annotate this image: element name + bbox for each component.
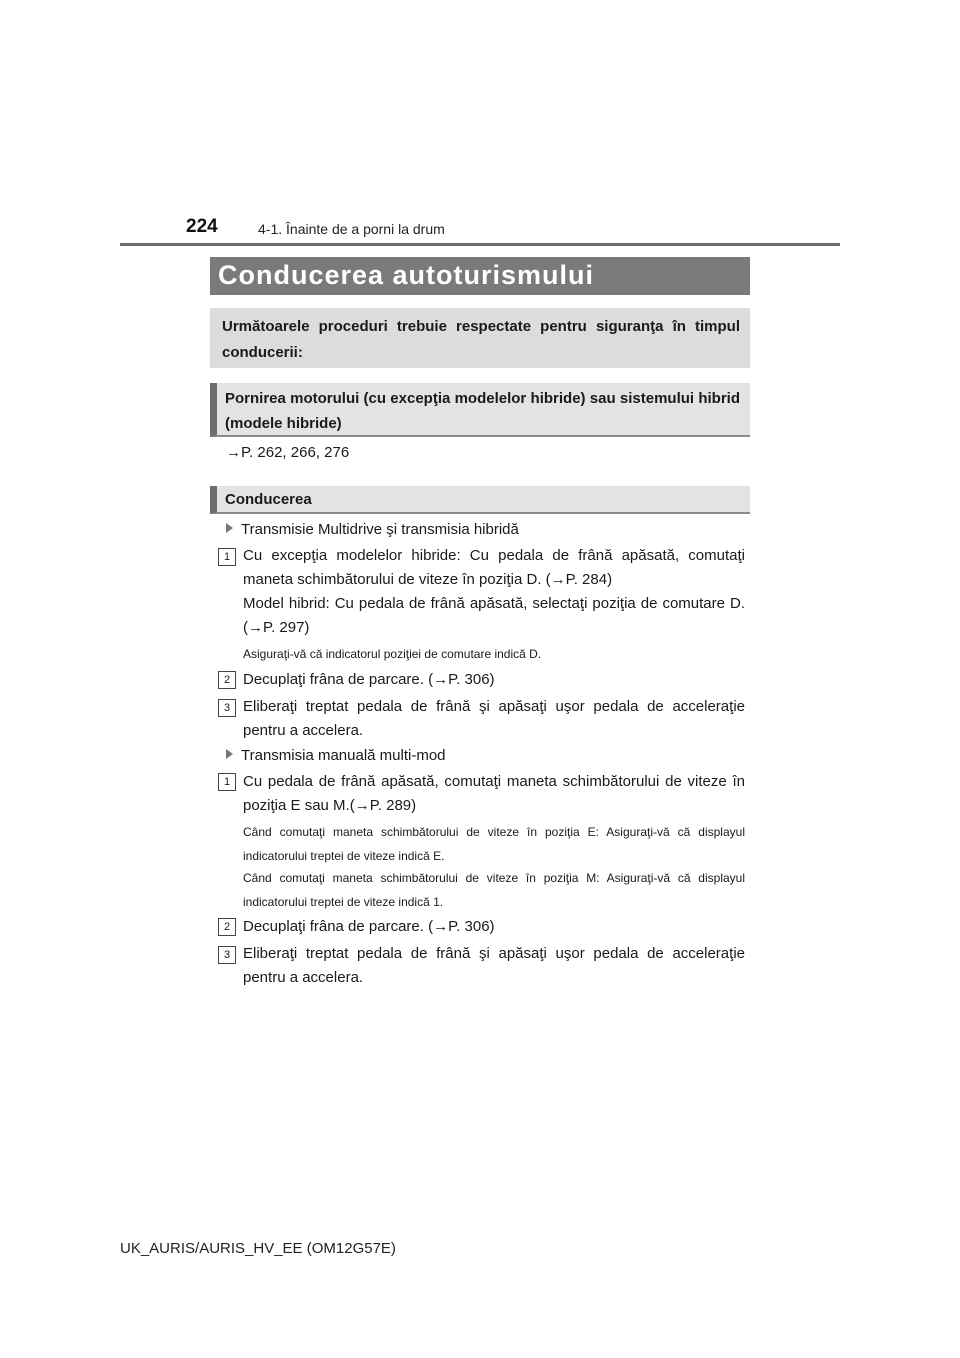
step-number: 2 xyxy=(218,671,236,689)
footer-doc-code: UK_AURIS/AURIS_HV_EE (OM12G57E) xyxy=(120,1240,396,1257)
step-number: 3 xyxy=(218,946,236,964)
step-note: Asiguraţi-vă că indicatorul poziţiei de comutare indică D. xyxy=(243,647,542,661)
intro-box: Următoarele proceduri trebuie respectate pentru siguranţa în timpul conducerii: xyxy=(210,308,750,368)
startup-page-reference: →P. 262, 266, 276 xyxy=(226,444,350,461)
section-reference: 4-1. Înainte de a porni la drum xyxy=(258,221,445,237)
step-note: Când comutaţi maneta schimbătorului de viteze în poziţia M: Asiguraţi-vă că displayul indicatorului treptei de viteze indică 1. xyxy=(243,871,745,909)
step-text: Model hibrid: Cu pedala de frână apăsată, selectaţi poziţia de comutare D. (→P. 297) xyxy=(243,595,745,636)
step-text: Decuplaţi frâna de parcare. (→P. 306) xyxy=(243,918,495,935)
bullet-arrow-icon xyxy=(226,749,233,759)
driving-heading: Conducerea xyxy=(210,486,750,514)
step-text: Cu excepţia modelelor hibride: Cu pedala de frână apăsată, comutaţi maneta schimbătorului de viteze în poziţia D. (→P. 284) xyxy=(243,547,745,588)
step-text: Decuplaţi frâna de parcare. (→P. 306) xyxy=(243,671,495,688)
step-text: Eliberaţi treptat pedala de frână şi apăsaţi uşor pedala de acceleraţie pentru a accelera. xyxy=(243,945,745,986)
step-number: 1 xyxy=(218,773,236,791)
page-number: 224 xyxy=(186,216,218,237)
step-number: 1 xyxy=(218,548,236,566)
bullet-arrow-icon xyxy=(226,523,233,533)
step-text: Cu pedala de frână apăsată, comutaţi maneta schimbătorului de viteze în poziţia E sau M.(→P. 289) xyxy=(243,773,745,814)
page-title: Conducerea autoturismului xyxy=(218,260,595,290)
startup-heading: Pornirea motorului (cu excepţia modelelor hibride) sau sistemului hibrid (modele hibride) xyxy=(210,383,750,437)
step-note: Când comutaţi maneta schimbătorului de viteze în poziţia E: Asiguraţi-vă că displayul indicatorului treptei de viteze indică E. xyxy=(243,825,745,863)
header-divider xyxy=(120,243,840,246)
step-text: Eliberaţi treptat pedala de frână şi apăsaţi uşor pedala de acceleraţie pentru a accelera. xyxy=(243,698,745,739)
multidrive-label: Transmisie Multidrive şi transmisia hibridă xyxy=(241,521,519,538)
step-number: 2 xyxy=(218,918,236,936)
manual-label: Transmisia manuală multi-mod xyxy=(241,747,446,764)
multidrive-bullet xyxy=(226,518,519,542)
manual-bullet xyxy=(226,744,446,768)
step-number: 3 xyxy=(218,699,236,717)
